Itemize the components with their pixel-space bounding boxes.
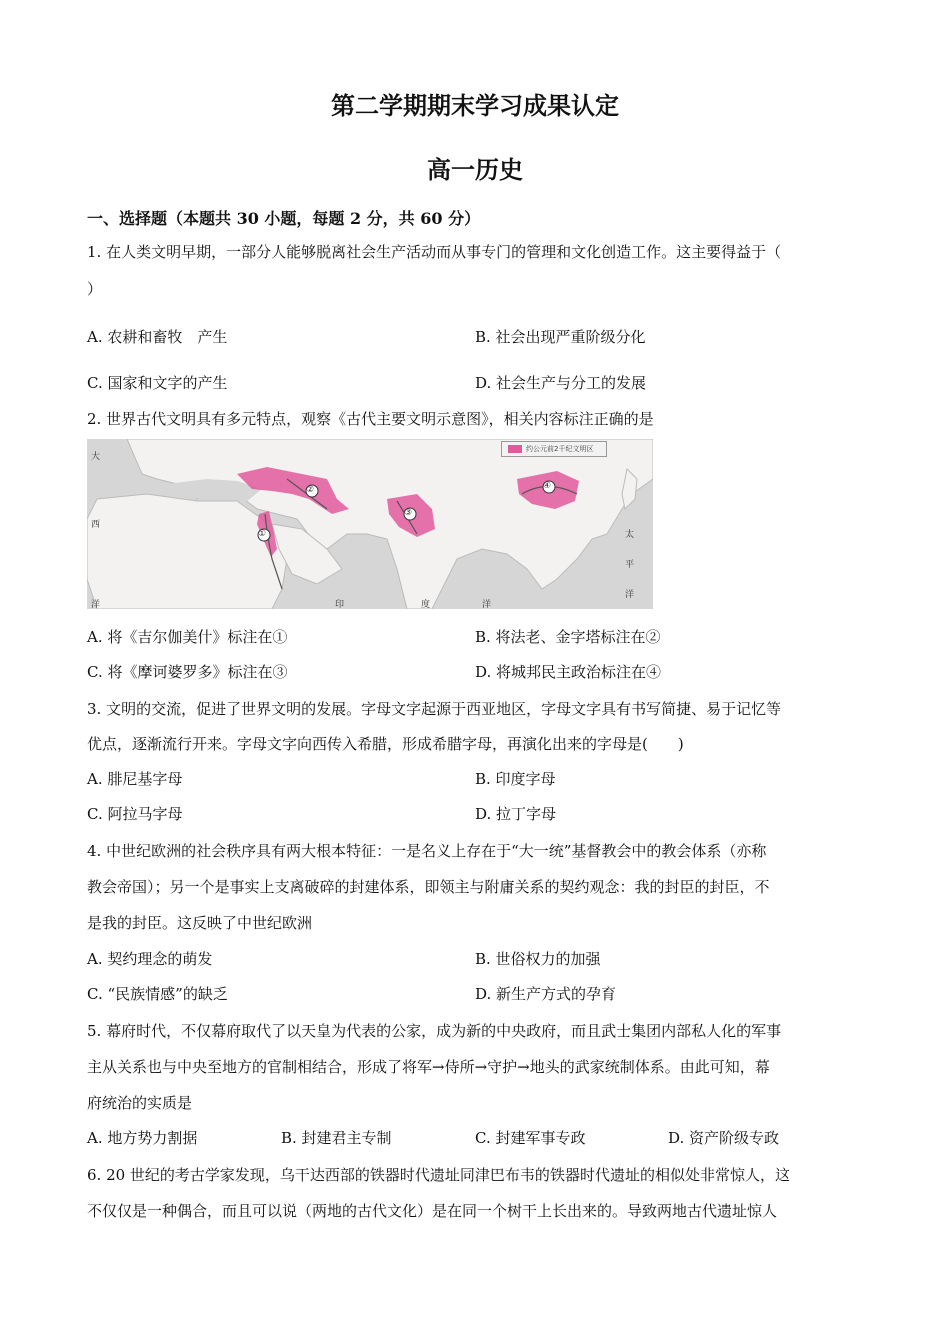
legend-label: 约公元前2千纪文明区 <box>526 445 594 453</box>
q5-stem-line2: 主从关系也与中央至地方的官制相结合，形成了将军→侍所→守护→地头的武家统制体系。由此可知，幕 <box>87 1058 770 1076</box>
q6-stem-line2: 不仅仅是一种偶合，而且可以说（两地的古代文化）是在同一个树干上长出来的。导致两地古代遗址惊人 <box>87 1202 778 1220</box>
label-yin: 印 <box>335 600 345 609</box>
q3-option-c: C. 阿拉马字母 <box>87 805 183 823</box>
section-heading: 一、选择题（本题共 30 小题，每题 2 分，共 60 分） <box>87 209 481 228</box>
q3-stem-line1: 3. 文明的交流，促进了世界文明的发展。字母文字起源于西亚地区，字母文字具有书写简捷、易于记忆等 <box>87 700 782 718</box>
q4-option-a: A. 契约理念的萌发 <box>87 950 213 968</box>
label-yang: 洋 <box>91 600 101 609</box>
q1-stem-line2: ） <box>87 280 103 298</box>
q1-option-a: A. 农耕和畜牧 产生 <box>87 328 228 346</box>
q3-stem-line2: 优点，逐渐流行开来。字母文字向西传入希腊，形成希腊字母，再演化出来的字母是( ) <box>87 735 684 753</box>
q2-option-d: D. 将城邦民主政治标注在④ <box>475 663 662 681</box>
q1-option-c: C. 国家和文字的产生 <box>87 374 228 392</box>
q2-option-a: A. 将《吉尔伽美什》标注在① <box>87 628 288 646</box>
q2-stem: 2. 世界古代文明具有多元特点，观察《古代主要文明示意图》，相关内容标注正确的是 <box>87 410 654 428</box>
label-yang3: 洋 <box>625 590 635 600</box>
q5-option-c: C. 封建军事专政 <box>475 1129 586 1147</box>
label-da: 大 <box>91 452 101 462</box>
marker-1: ① <box>258 529 267 539</box>
q2-option-c: C. 将《摩诃婆罗多》标注在③ <box>87 663 288 681</box>
q5-stem-line1: 5. 幕府时代，不仅幕府取代了以天皇为代表的公家，成为新的中央政府，而且武士集团内部私人化的军事 <box>87 1022 782 1040</box>
q1-option-d: D. 社会生产与分工的发展 <box>475 374 647 392</box>
q4-option-d: D. 新生产方式的孕育 <box>475 985 617 1003</box>
q1-stem-line1: 1. 在人类文明早期，一部分人能够脱离社会生产活动而从事专门的管理和文化创造工作。这主要得益于（ <box>87 243 782 261</box>
q4-stem-line3: 是我的封臣。这反映了中世纪欧洲 <box>87 914 313 932</box>
q2-option-b: B. 将法老、金字塔标注在② <box>475 628 661 646</box>
map-legend <box>501 441 607 457</box>
q4-option-b: B. 世俗权力的加强 <box>475 950 601 968</box>
page-title: 第二学期期末学习成果认定 <box>331 91 619 120</box>
q1-option-b: B. 社会出现严重阶级分化 <box>475 328 646 346</box>
q5-stem-line3: 府统治的实质是 <box>87 1094 193 1112</box>
q3-option-d: D. 拉丁字母 <box>475 805 557 823</box>
label-yang2: 洋 <box>482 600 492 609</box>
q5-option-b: B. 封建君主专制 <box>281 1129 392 1147</box>
label-ping: 平 <box>625 560 635 570</box>
legend-swatch <box>508 445 522 453</box>
q4-stem-line2: 教会帝国）；另一个是事实上支离破碎的封建体系，即领主与附庸关系的契约观念：我的封臣的封臣，不 <box>87 878 770 896</box>
q3-option-a: A. 腓尼基字母 <box>87 770 183 788</box>
label-xi: 西 <box>91 520 101 530</box>
q3-option-b: B. 印度字母 <box>475 770 556 788</box>
ancient-civilizations-map <box>87 439 653 609</box>
q5-option-d: D. 资产阶级专政 <box>668 1129 780 1147</box>
label-du: 度 <box>421 600 431 609</box>
q4-stem-line1: 4. 中世纪欧洲的社会秩序具有两大根本特征：一是名义上存在于“大一统”基督教会中的教会体系（亦称 <box>87 842 767 860</box>
marker-2: ② <box>306 485 315 495</box>
map-drawing <box>87 439 653 609</box>
page-subtitle: 高一历史 <box>427 155 523 184</box>
label-tai: 太 <box>625 530 635 540</box>
marker-3: ③ <box>404 508 413 518</box>
q4-option-c: C. “民族情感”的缺乏 <box>87 985 228 1003</box>
q5-option-a: A. 地方势力割据 <box>87 1129 198 1147</box>
marker-4: ④ <box>543 481 552 491</box>
q6-stem-line1: 6. 20 世纪的考古学家发现，乌干达西部的铁器时代遗址同津巴布韦的铁器时代遗址的相似处非常惊人，这 <box>87 1166 790 1184</box>
